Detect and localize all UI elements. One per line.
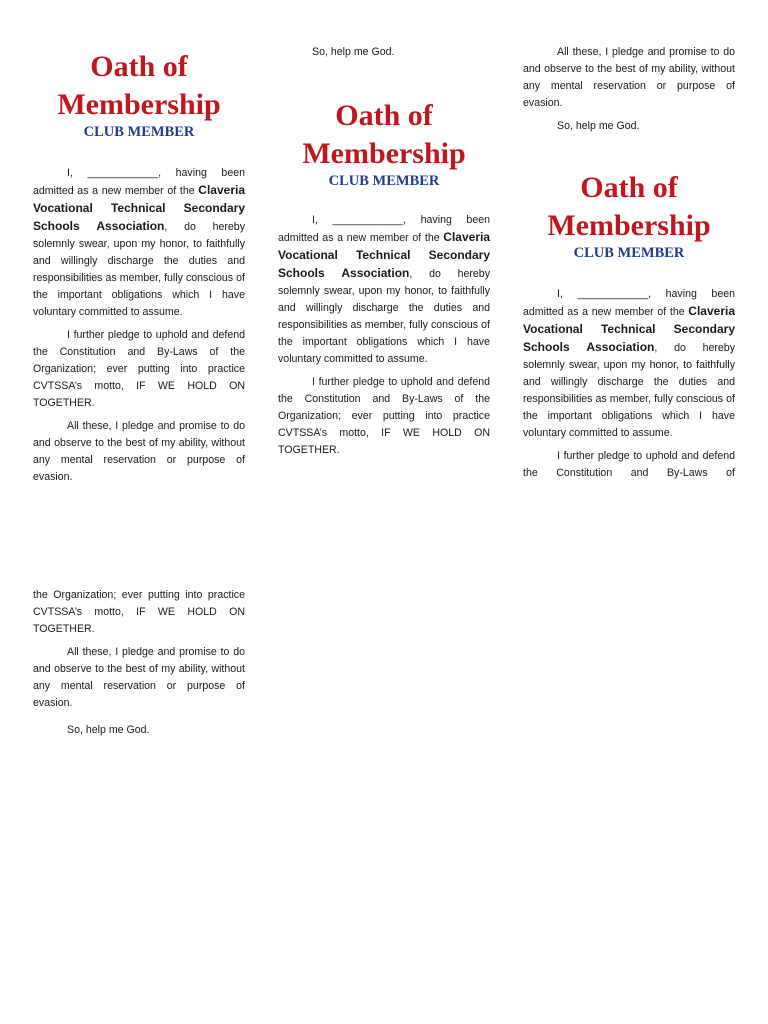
paragraph-rest: , do hereby solemnly swear, upon my honor, to faithfully and willingly discharge the duties and responsibilities as member, fully conscious of the important obligations which I have voluntary committed to assume. [33,221,245,318]
paragraph-rest: , do hereby solemnly swear, upon my honor, to faithfully and willingly discharge the duties and responsibilities as member, fully conscious of the important obligations which I have voluntary committed to assume. [278,268,490,365]
oath-column-1-continued [33,587,245,745]
paragraph-intro: I, ____________, having been admitted as a new member of the [278,214,490,244]
club-member-subtitle: CLUB MEMBER [328,173,440,189]
title-line-1: Oath of [580,171,678,204]
oath-title [523,169,735,245]
oath-title [278,97,490,173]
oath-paragraph-2: I further pledge to uphold and defend the Constitution and By-Laws of the Organization; ever putting into practice CVTSSA’s motto, IF WE HOLD ON TOGETHER. [33,329,245,409]
oath-closing: So, help me God. [67,724,150,736]
oath-title [33,48,245,124]
organization-name: Claveria Vocational Technical Secondary Schools Association [278,230,490,280]
title-line-2: Membership [302,137,466,170]
oath-closing: So, help me God. [557,120,640,132]
oath-paragraph-2-continued: the Organization; ever putting into practice CVTSSA’s motto, IF WE HOLD ON TOGETHER. [33,589,245,635]
oath-paragraph-2: I further pledge to uphold and defend the Constitution and By-Laws of the Organization; ever putting into practice CVTSSA’s motto, IF WE HOLD ON TOGETHER. [278,376,490,456]
title-line-2: Membership [547,209,711,242]
club-member-subtitle: CLUB MEMBER [573,245,685,261]
oath-paragraph-1 [523,286,735,442]
paragraph-intro: I, ____________, having been admitted as a new member of the [523,288,735,318]
oath-column-1 [33,48,245,486]
oath-paragraph-1 [33,165,245,321]
title-line-1: Oath of [90,50,188,83]
oath-paragraph-2-partial: I further pledge to uphold and defend the Constitution and By-Laws of [523,450,735,479]
oath-paragraph-3: All these, I pledge and promise to do and observe to the best of my ability, without any mental reservation or purpose of evasion. [33,420,245,483]
organization-name: Claveria Vocational Technical Secondary Schools Association [523,304,735,354]
title-line-1: Oath of [335,99,433,132]
club-member-subtitle: CLUB MEMBER [83,124,195,140]
oath-paragraph-1 [278,212,490,368]
title-line-2: Membership [57,88,221,121]
organization-name: Claveria Vocational Technical Secondary Schools Association [33,183,245,233]
oath-paragraph-3: All these, I pledge and promise to do and observe to the best of my ability, without any mental reservation or purpose of evasion. [33,646,245,709]
oath-column-3 [523,44,735,482]
oath-paragraph-3: All these, I pledge and promise to do and observe to the best of my ability, without any mental reservation or purpose of evasion. [523,46,735,109]
paragraph-rest: , do hereby solemnly swear, upon my honor, to faithfully and willingly discharge the duties and responsibilities as member, fully conscious of the important obligations which I have voluntary committed to assume. [523,342,735,439]
oath-closing: So, help me God. [312,46,395,58]
paragraph-intro: I, ____________, having been admitted as a new member of the [33,167,245,197]
oath-column-2 [278,44,490,465]
